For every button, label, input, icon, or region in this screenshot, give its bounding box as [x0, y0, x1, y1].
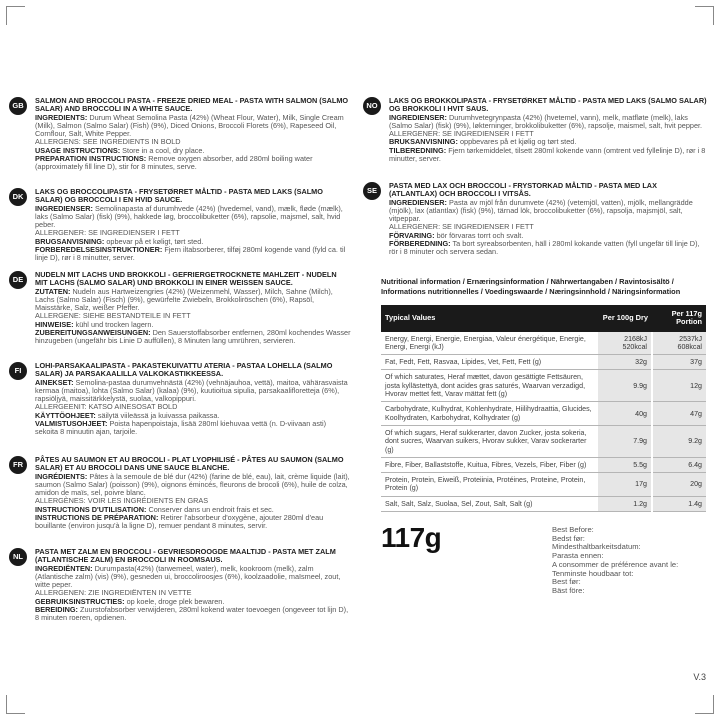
- allergens-text: ALLERGENEN: ZIE INGREDIËNTEN IN VETTE: [35, 588, 192, 598]
- section-title: PASTA MET ZALM EN BROCCOLI - GEVRIESDROOGDE MAALTIJD - PASTA MET ZALM (ATLANTISCHE ZALM) EN BROCCOLI IN ROOMSAUS.: [35, 547, 336, 565]
- table-row: [381, 402, 706, 426]
- best-before-block: [552, 526, 678, 596]
- ingredients-text: Durum Wheat Semolina Pasta (42%) (Wheat Flour, Water), Milk, Single Cream (Milk), Salmon (Salmo Salar) (Fish) (9%), Diced Onions, Broccoli Florets (6%), Rapeseed Oil, Cornflour, Salt, White Pepper.: [35, 112, 344, 139]
- nutrient-label: Of which saturates, Heraf mættet, davon gesättigte Fettsäuren, josta kyllästettyä, dont acides gras saturés, Waarvan verzadigd, Hvorav mettet fett, Varav mättat fett (g): [381, 370, 598, 402]
- ingredients-text: Nudeln aus Hartweizengries (42%) (Weizenmehl, Wasser), Milch, Sahne (Milch), Lachs (Salmo Salar) (Fisch) (9%), gewürfelte Zwiebeln, Brokkoliröschen (6%), Rapsöl, Maisstärke, Salz, weißer Pfeffer.: [35, 286, 333, 313]
- nutrient-label: Carbohydrate, Kulhydrat, Kohlenhydrate, Hiilihydraattia, Glucides, Koolhydraten, Karbohydrat, Kolhydrater (g): [381, 402, 598, 426]
- value-per-100g: 5.5g: [598, 457, 652, 472]
- table-header-row: [381, 305, 706, 332]
- table-row: [381, 473, 706, 497]
- ingredients-text: Durumhvetegrynpasta (42%) (hvetemel, vann), melk, matfløte (melk), laks (Salmo Salar) (fisk) (9%), løkterninger, brokkolibuketter (6%), rapsolje, maismel, salt, hvit pepper.: [389, 112, 703, 130]
- nutrient-label: Fibre, Fiber, Ballaststoffe, Kuitua, Fibres, Vezels, Fiber, Fiber (g): [381, 457, 598, 472]
- section-title: SALMON AND BROCCOLI PASTA - FREEZE DRIED MEAL - PASTA WITH SALMON (SALMO SALAR) AND BROCCOLI IN A WHITE SAUCE.: [35, 96, 349, 114]
- language-badge: NL: [9, 548, 27, 566]
- section-title: PÂTES AU SAUMON ET AU BROCOLI - PLAT LYOPHILISÉ - PÂTES AU SAUMON (SALMO SALAR) ET AU BROCOLI DANS UNE SAUCE BLANCHE.: [35, 455, 344, 473]
- table-row: [381, 355, 706, 370]
- section-title: LAKS OG BROCCOLIPASTA - FRYSETØRRET MÅLTID - PASTA MED LAKS (SALMO SALAR) OG BROCCOLI I EN HVID SAUCE.: [35, 187, 323, 205]
- language-badge: NO: [363, 97, 381, 115]
- col-per-100g: Per 100g Dry: [598, 305, 652, 332]
- section-title: NUDELN MIT LACHS UND BROKKOLI - GEFRIERGETROCKNETE MAHLZEIT - NUDELN MIT LACHS (SALMO SALAR) UND BROKKOLI IN EINER WEISSEN SAUCE.: [35, 270, 337, 288]
- ingredients-text: Pâtes à la semoule de blé dur (42%) (farine de blé, eau), lait, crème liquide (lait), saumon (Salmo Salar) (poisson) (9%), oignons émincés, fleurons de brocoli (6%), huile de colza, amidon de maïs, sel, poivre blanc.: [35, 471, 350, 498]
- allergens-text: ALLERGEENIT: KATSO AINESOSAT BOLD: [35, 402, 178, 412]
- allergens-text: ALLERGENER: SE INGREDIENSER I FETT: [389, 129, 534, 139]
- crop-mark: [6, 695, 25, 714]
- allergens-text: ALLERGENER: SE INGREDIENSER I FETT: [389, 222, 534, 232]
- section-title: PASTA MED LAX OCH BROCCOLI - FRYSTORKAD MÅLTID - PASTA MED LAX (ATLANTLAX) OCH BROCCOLI I VITSÅS.: [389, 181, 657, 199]
- value-per-portion: 1.4g: [652, 496, 706, 511]
- section-fi: FI LOHI-PARSAKAALIPASTA - PAKASTEKUIVATTU ATERIA - PASTAA LOHELLA (SALMO SALAR) JA PARSAKAALILLA VALKOKASTIKKEESSA. AINEKSET: Semolina-pastaa durumvehnästä (42%) (vehnäjauhoa, vettä), maitoa, vähärasvaista kermaa (maitoa), lohta (Salmo Salar) (kalaa) (9%), kuutioitua sipulia, parsakaalifloretteja (6%), rapsiöljyä, maissitärkkelystä, suolaa, valkopippuri. ALLERGEENIT: KATSO AINESOSAT BOLD KÄYTTÖOHJEET: säilytä viileässä ja kuivassa paikassa. VALMISTUSOHJEET: Poista hapenpoistaja, lisää 280ml kiehuvaa vettä (n. D-viivaan asti) sekoita 8 minuutin ajan, tarjoile.: [35, 362, 351, 437]
- section-nl: NL PASTA MET ZALM EN BROCCOLI - GEVRIESDROOGDE MAALTIJD - PASTA MET ZALM (ATLANTISCHE ZALM) EN BROCCOLI IN ROOMSAUS. INGREDIËNTEN: Durumpasta(42%) (tarwemeel, water), melk, kookroom (melk), zalm (Atlantische zalm) (vis) (9%), gesneden ui, broccoliroosjes (6%), koolzaadolie, maïsmeel, zout, witte peper. ALLERGENEN: ZIE INGREDIËNTEN IN VETTE GEBRUIKSINSTRUCTIES: op koele, droge plek bewaren. BEREIDING: Zuurstofabsorber verwijderen, 280ml kokend water toevoegen (ongeveer tot lijn D), 8 minuten roeren, opdienen.: [35, 548, 351, 623]
- nutrient-label: Salt, Salt, Salz, Suolaa, Sel, Zout, Salt, Salt (g): [381, 496, 598, 511]
- value-per-portion: 9.2g: [652, 425, 706, 457]
- best-before-line: A consommer de préférence avant le:: [552, 559, 679, 569]
- nutrient-label: Protein, Protein, Eiweiß, Proteiinia, Protéines, Proteine, Protein, Protein (g): [381, 473, 598, 497]
- table-row: [381, 425, 706, 457]
- nutrient-label: Fat, Fedt, Fett, Rasvaa, Lipides, Vet, Fett, Fett (g): [381, 355, 598, 370]
- nutrient-label: Energy, Energi, Energie, Energiaa, Valeur énergétique, Energie, Energi, Energi (kJ): [381, 332, 598, 355]
- nutrition-table: [381, 305, 706, 512]
- table-row: [381, 332, 706, 355]
- table-row: [381, 370, 706, 402]
- table-row: [381, 496, 706, 511]
- language-badge: DE: [9, 271, 27, 289]
- nutrition-heading: Nutritional information / Ernæringsinformation / Nährwertangaben / Ravintosisältö / Informations nutritionnelles / Voedingswaarde / Næringsinnhold / Näringsinformation: [381, 277, 681, 296]
- section-title: LAKS OG BROKKOLIPASTA - FRYSETØRKET MÅLTID - PASTA MED LAKS (SALMO SALAR) OG BROKKOLI I HVIT SAUS.: [389, 96, 707, 114]
- best-before-line: Tenminste houdbaar tot:: [552, 568, 634, 578]
- section-fr: FR PÂTES AU SAUMON ET AU BROCOLI - PLAT LYOPHILISÉ - PÂTES AU SAUMON (SALMO SALAR) ET AU BROCOLI DANS UNE SAUCE BLANCHE. INGRÉDIENTS: Pâtes à la semoule de blé dur (42%) (farine de blé, eau), lait, crème liquide (lait), saumon (Salmo Salar) (poisson) (9%), oignons émincés, fleurons de brocoli (6%), huile de colza, amidon de maïs, sel, poivre blanc. ALLERGÈNES: VOIR LES INGRÉDIENTS EN GRAS INSTRUCTIONS D'UTILISATION: Conserver dans un endroit frais et sec. INSTRUCTIONS DE PRÉPARATION: Retirer l'absorbeur d'oxygène, ajouter 280ml d'eau bouillante (environ jusqu'à la ligne D), remuer pendant 8 minutes, servir.: [35, 456, 351, 531]
- crop-mark: [695, 695, 714, 714]
- allergens-text: ALLERGENER: SE INGREDIENSER I FETT: [35, 228, 180, 238]
- value-per-100g: 17g: [598, 473, 652, 497]
- best-before-line: Parasta ennen:: [552, 551, 604, 561]
- version-label: V.3: [693, 672, 706, 682]
- best-before-line: Best før:: [552, 577, 581, 587]
- crop-mark: [6, 6, 25, 25]
- language-badge: SE: [363, 182, 381, 200]
- best-before-line: Bedst før:: [552, 533, 585, 543]
- nutrition-rows: [381, 332, 706, 512]
- value-per-portion: 37g: [652, 355, 706, 370]
- ingredients-text: Pasta av mjöl från durumvete (42%) (vetemjöl, vatten), mjölk, mellangrädde (mjölk), lax (atlantlax) (fisk) (9%), tärnad lök, broccolibuketter (6%), rapsolja, majsmjöl, salt, vitpeppar.: [389, 197, 693, 224]
- crop-mark: [695, 6, 714, 25]
- value-per-portion: 12g: [652, 370, 706, 402]
- value-per-100g: 9.9g: [598, 370, 652, 402]
- value-per-portion: 2537kJ 608kcal: [652, 332, 706, 355]
- language-badge: DK: [9, 188, 27, 206]
- value-per-100g: 1.2g: [598, 496, 652, 511]
- col-typical-values: Typical Values: [381, 305, 598, 332]
- section-title: LOHI-PARSAKAALIPASTA - PAKASTEKUIVATTU ATERIA - PASTAA LOHELLA (SALMO SALAR) JA PARSAKAALILLA VALKOKASTIKKEESSA.: [35, 361, 333, 379]
- table-row: [381, 457, 706, 472]
- ingredients-text: Semolinapasta af durumhvede (42%) (hvedemel, vand), mælk, fløde (mælk), laks (Salmo Salar) (fisk) (9%), hakkede løg, broccolibuketter (6%), rapsolie, majsmel, salt, hvid peber.: [35, 203, 343, 230]
- section-no: NO LAKS OG BROKKOLIPASTA - FRYSETØRKET MÅLTID - PASTA MED LAKS (SALMO SALAR) OG BROKKOLI I HVIT SAUS. INGREDIENSER: Durumhvetegrynpasta (42%) (hvetemel, vann), melk, matfløte (melk), laks (Salmo Salar) (fisk) (9%), løkterninger, brokkolibuketter (6%), rapsolje, maismel, salt, hvit pepper. ALLERGENER: SE INGREDIENSER I FETT BRUKSANVISNING: oppbevares på et kjølig og tørt sted. TILBEREDNING: Fjern tørkemiddelet, tilsett 280ml kokende vann (omtrent ved fyllelinje D), rør i 8 minutter, server.: [389, 97, 707, 163]
- language-badge: GB: [9, 97, 27, 115]
- allergens-text: ALLERGENE: SIEHE BESTANDTEILE IN FETT: [35, 311, 191, 321]
- value-per-portion: 6.4g: [652, 457, 706, 472]
- ingredients-text: Semolina-pastaa durumvehnästä (42%) (vehnäjauhoa, vettä), maitoa, vähärasvaista kermaa (maitoa), lohta (Salmo Salar) (kalaa) (9%), kuutioitua sipulia, parsakaalifloretteja (6%), rapsiöljyä, maissitärkkelystä, suolaa, valkopippuri.: [35, 377, 348, 404]
- best-before-line: Best Before:: [552, 525, 594, 534]
- section-de: DE NUDELN MIT LACHS UND BROKKOLI - GEFRIERGETROCKNETE MAHLZEIT - NUDELN MIT LACHS (SALMO SALAR) UND BROKKOLI IN EINER WEISSEN SAUCE. ZUTATEN: Nudeln aus Hartweizengries (42%) (Weizenmehl, Wasser), Milch, Sahne (Milch), Lachs (Salmo Salar) (Fisch) (9%), gewürfelte Zwiebeln, Brokkoliröschen (6%), Rapsöl, Maisstärke, Salz, weißer Pfeffer. ALLERGENE: SIEHE BESTANDTEILE IN FETT HINWEISE: kühl und trocken lagern. ZUBEREITUNGSANWEISUNGEN: Den Sauerstoffabsorber entfernen, 280ml kochendes Wasser hinzugeben (ungefähr bis Linie D auffüllen), 8 Minuten lang umrühren, servieren.: [35, 271, 351, 346]
- value-per-100g: 7.9g: [598, 425, 652, 457]
- col-per-117g: Per 117g Portion: [652, 305, 706, 332]
- allergens-text: ALLERGENS: SEE INGREDIENTS IN BOLD: [35, 137, 181, 147]
- value-per-100g: 40g: [598, 402, 652, 426]
- value-per-portion: 47g: [652, 402, 706, 426]
- allergens-text: ALLERGÈNES: VOIR LES INGRÉDIENTS EN GRAS: [35, 496, 209, 506]
- value-per-100g: 2168kJ 520kcal: [598, 332, 652, 355]
- net-weight: 117g: [381, 522, 442, 553]
- ingredients-text: Durumpasta(42%) (tarwemeel, water), melk, kookroom (melk), zalm (Atlantische zalm) (vis) (9%), gesneden ui, broccoliroosjes (6%), koolzaadolie, maïsmeel, zout, witte peper.: [35, 563, 341, 590]
- language-badge: FI: [9, 362, 27, 380]
- best-before-line: Mindesthaltbarkeitsdatum:: [552, 542, 641, 552]
- nutrient-label: Of which sugars, Heraf sukkerarter, davon Zucker, josta sokeria, dont sucres, Waarvan suikers, Hvorav sukker, Varav sockerarter (g): [381, 425, 598, 457]
- value-per-portion: 20g: [652, 473, 706, 497]
- best-before-line: Bäst före:: [552, 585, 585, 595]
- value-per-100g: 32g: [598, 355, 652, 370]
- section-dk: DK LAKS OG BROCCOLIPASTA - FRYSETØRRET MÅLTID - PASTA MED LAKS (SALMO SALAR) OG BROCCOLI I EN HVID SAUCE. INGREDIENSER: Semolinapasta af durumhvede (42%) (hvedemel, vand), mælk, fløde (mælk), laks (Salmo Salar) (fisk) (9%), hakkede løg, broccolibuketter (6%), rapsolie, majsmel, salt, hvid peber. ALLERGENER: SE INGREDIENSER I FETT BRUGSANVISNING: opbevar på et køligt, tørt sted. FORBEREDELSESINSTRUKTIONER: Fjern iltabsorberer, tilføj 280ml kogende vand (fyld ca. til linje D), rør i 8 minutter, server.: [35, 188, 351, 263]
- language-badge: FR: [9, 456, 27, 474]
- section-gb: GB SALMON AND BROCCOLI PASTA - FREEZE DRIED MEAL - PASTA WITH SALMON (SALMO SALAR) AND BROCCOLI IN A WHITE SAUCE. INGREDIENTS: Durum Wheat Semolina Pasta (42%) (Wheat Flour, Water), Milk, Single Cream (Milk), Salmon (Salmo Salar) (Fish) (9%), Diced Onions, Broccoli Florets (6%), Rapeseed Oil, Cornflour, Salt, White Pepper. ALLERGENS: SEE INGREDIENTS IN BOLD USAGE INSTRUCTIONS: Store in a cool, dry place. PREPARATION INSTRUCTIONS: Remove oxygen absorber, add 280ml boiling water (approximately fill line D), stir for 8 minutes, serve.: [35, 97, 351, 172]
- section-se: SE PASTA MED LAX OCH BROCCOLI - FRYSTORKAD MÅLTID - PASTA MED LAX (ATLANTLAX) OCH BROCCOLI I VITSÅS. INGREDIENSER: Pasta av mjöl från durumvete (42%) (vetemjöl, vatten), mjölk, mellangrädde (mjölk), lax (atlantlax) (fisk) (9%), tärnad lök, broccolibuketter (6%), rapsolja, majsmjöl, salt, vitpeppar. ALLERGENER: SE INGREDIENSER I FETT FÖRVARING: bör förvaras torrt och svalt. FÖRBEREDNING: Ta bort syreabsorbenten, häll i 280ml kokande vatten (fyll ungefär till linje D), rör i 8 minuter och servera sedan.: [389, 182, 707, 257]
